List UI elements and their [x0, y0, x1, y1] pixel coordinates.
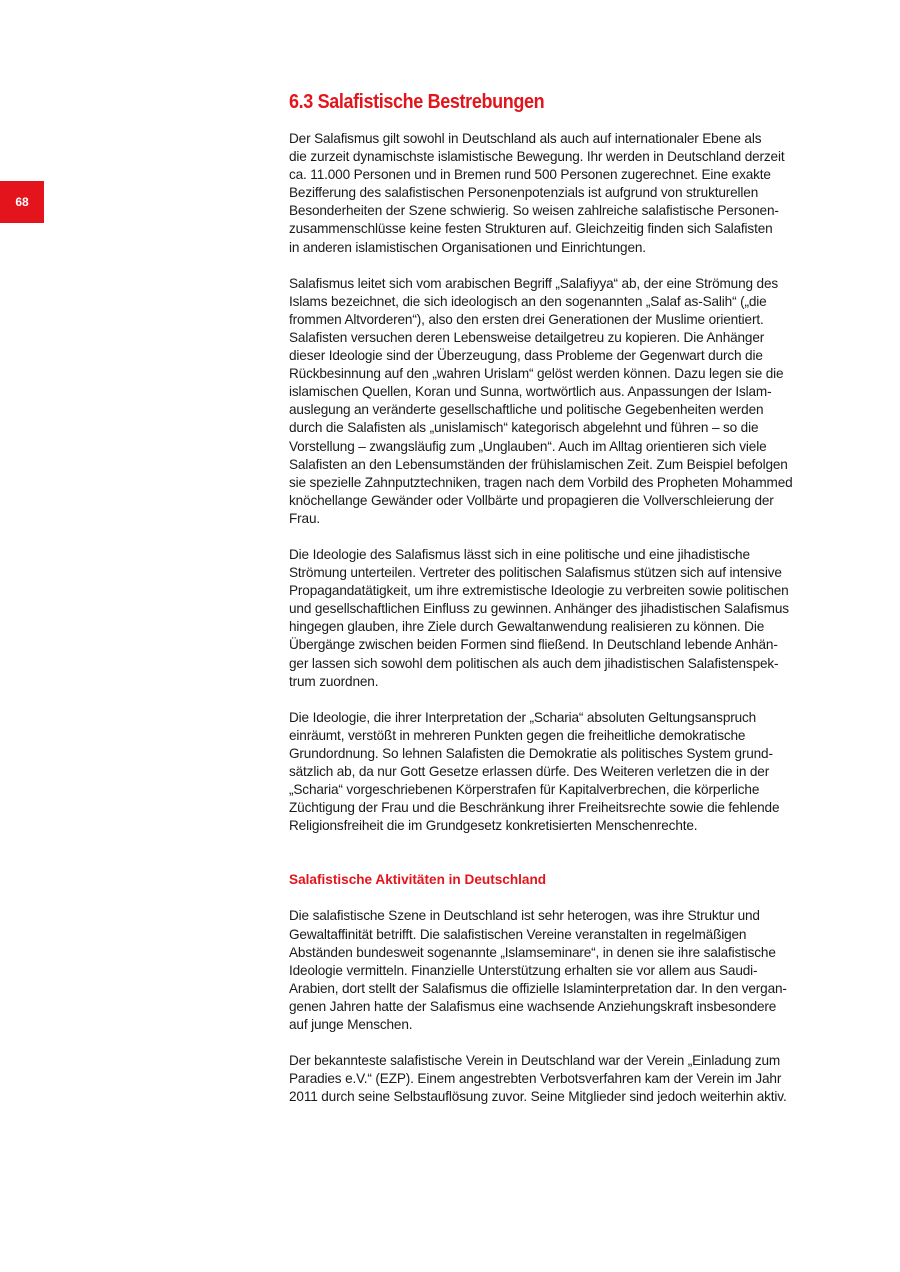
text-line: trum zuordnen.	[289, 673, 379, 689]
text-line: Der Salafismus gilt sowohl in Deutschland als auch auf internationaler Ebene als	[289, 131, 762, 146]
text-line: Islams bezeichnet, die sich ideologisch an den sogenannten „Salaf as-Salih“ („die	[289, 293, 767, 309]
text-line: Die salafistische Szene in Deutschland ist sehr heterogen, was ihre Struktur und	[289, 908, 760, 924]
text-line: Übergänge zwischen beiden Formen sind fließend. In Deutschland lebende Anhän-	[289, 637, 778, 653]
text-line: Der bekannteste salafistische Verein in Deutschland war der Verein „Einladung zum	[289, 1053, 781, 1069]
page-number-tab	[0, 181, 44, 223]
text-line: sie spezielle Zahnputztechniken, tragen nach dem Vorbild des Propheten Mohammed	[289, 474, 793, 490]
text-line: Strömung unterteilen. Vertreter des politischen Salafismus stützen sich auf intensive	[289, 565, 782, 581]
text-line: hingegen glauben, ihre Ziele durch Gewaltanwendung realisieren zu können. Die	[289, 619, 765, 635]
text-line: sätzlich ab, da nur Gott Gesetze erlassen dürfe. Des Weiteren verletzen die in der	[289, 764, 770, 779]
text-line: Arabien, dort stellt der Salafismus die offizielle Islaminterpretation dar. In den vergan-	[289, 980, 787, 996]
paragraph	[289, 709, 837, 836]
section-title: 6.3 Salafistische Bestrebungen	[289, 91, 545, 113]
text-line: „Scharia“ vorgeschriebenen Körperstrafen für Kapitalverbrechen, die körperliche	[289, 782, 760, 798]
paragraph	[289, 907, 837, 1034]
text-line: knöchellange Gewänder oder Vollbärte und propagieren die Vollverschleierung der	[289, 492, 774, 508]
paragraph	[289, 130, 837, 257]
article-content	[289, 89, 837, 1124]
text-line: Die Ideologie, die ihrer Interpretation der „Scharia“ absoluten Geltungsanspruch	[289, 709, 757, 725]
text-line: ca. 11.000 Personen und in Bremen rund 500 Personen zugerechnet. Eine exakte	[289, 167, 771, 183]
text-line: Salafisten an den Lebensumständen der frühislamischen Zeit. Zum Beispiel befolgen	[289, 456, 788, 472]
text-line: 2011 durch seine Selbstauflösung zuvor. Seine Mitglieder sind jedoch weiterhin aktiv.	[289, 1089, 787, 1105]
paragraph	[289, 1052, 837, 1106]
text-line: Die Ideologie des Salafismus lässt sich in eine politische und eine jihadistische	[289, 546, 750, 562]
text-line: und gesellschaftlichen Einfluss zu gewinnen. Anhänger des jihadistischen Salafismus	[289, 601, 789, 617]
text-line: auslegung an veränderte gesellschaftliche und politische Gegebenheiten werden	[289, 402, 764, 418]
text-line: Frau.	[289, 510, 320, 526]
text-line: durch die Salafisten als „unislamisch“ kategorisch abgelehnt und führen – so die	[289, 420, 759, 436]
text-line: Religionsfreiheit die im Grundgesetz konkretisierten Menschenrechte.	[289, 818, 698, 834]
text-line: dieser Ideologie sind der Überzeugung, dass Probleme der Gegenwart durch die	[289, 348, 763, 364]
text-line: frommen Altvorderen“), also den ersten drei Generationen der Muslime orientiert.	[289, 311, 764, 327]
text-line: Vorstellung – zwangsläufig zum „Unglauben“. Auch im Alltag orientieren sich viele	[289, 438, 767, 454]
subsection-title: Salafistische Aktivitäten in Deutschland	[289, 872, 547, 888]
text-line: Abständen bundesweit sogenannte „Islamseminare“, in denen sie ihre salafistische	[289, 944, 776, 960]
text-line: Grundordnung. So lehnen Salafisten die Demokratie als politisches System grund-	[289, 745, 773, 761]
text-line: Gewaltaffinität betrifft. Die salafistischen Vereine veranstalten in regelmäßigen	[289, 926, 747, 942]
text-line: Propagandatätigkeit, um ihre extremistische Ideologie zu verbreiten sowie politischen	[289, 583, 789, 599]
text-line: Bezifferung des salafistischen Personenpotenzials ist aufgrund von strukturellen	[289, 185, 759, 201]
text-line: islamischen Quellen, Koran und Sunna, wortwörtlich aus. Anpassungen der Islam-	[289, 384, 772, 400]
text-line: Rückbesinnung auf den „wahren Urislam“ gelöst werden können. Dazu legen sie die	[289, 366, 784, 382]
text-line: Salafismus leitet sich vom arabischen Begriff „Salafiyya“ ab, der eine Strömung des	[289, 275, 778, 291]
text-line: auf junge Menschen.	[289, 1017, 413, 1033]
text-line: genen Jahren hatte der Salafismus eine wachsende Anziehungskraft insbesondere	[289, 998, 777, 1014]
text-line: Besonderheiten der Szene schwierig. So weisen zahlreiche salafistische Personen-	[289, 203, 779, 219]
text-line: Züchtigung der Frau und die Beschränkung ihrer Freiheitsrechte sowie die fehlende	[289, 800, 780, 816]
text-line: Salafisten versuchen deren Lebensweise detailgetreu zu kopieren. Die Anhänger	[289, 329, 765, 345]
text-line: ger lassen sich sowohl dem politischen als auch dem jihadistischen Salafistenspek-	[289, 655, 779, 671]
text-line: einräumt, verstößt in mehreren Punkten gegen die freiheitliche demokratische	[289, 727, 746, 743]
section-body	[289, 130, 837, 835]
text-line: die zurzeit dynamischste islamistische Bewegung. Ihr werden in Deutschland derzeit	[289, 149, 785, 165]
paragraph	[289, 546, 837, 691]
subsection-body	[289, 907, 837, 1106]
text-line: Paradies e.V.“ (EZP). Einem angestrebten Verbotsverfahren kam der Verein im Jahr	[289, 1071, 782, 1087]
paragraph	[289, 275, 837, 528]
text-line: in anderen islamistischen Organisationen und Einrichtungen.	[289, 239, 646, 255]
text-line: Ideologie vermitteln. Finanzielle Unterstützung erhalten sie vor allem aus Saudi-	[289, 962, 758, 978]
page-number: 68	[15, 195, 29, 209]
text-line: zusammenschlüsse keine festen Strukturen auf. Gleichzeitig finden sich Salafisten	[289, 221, 773, 237]
